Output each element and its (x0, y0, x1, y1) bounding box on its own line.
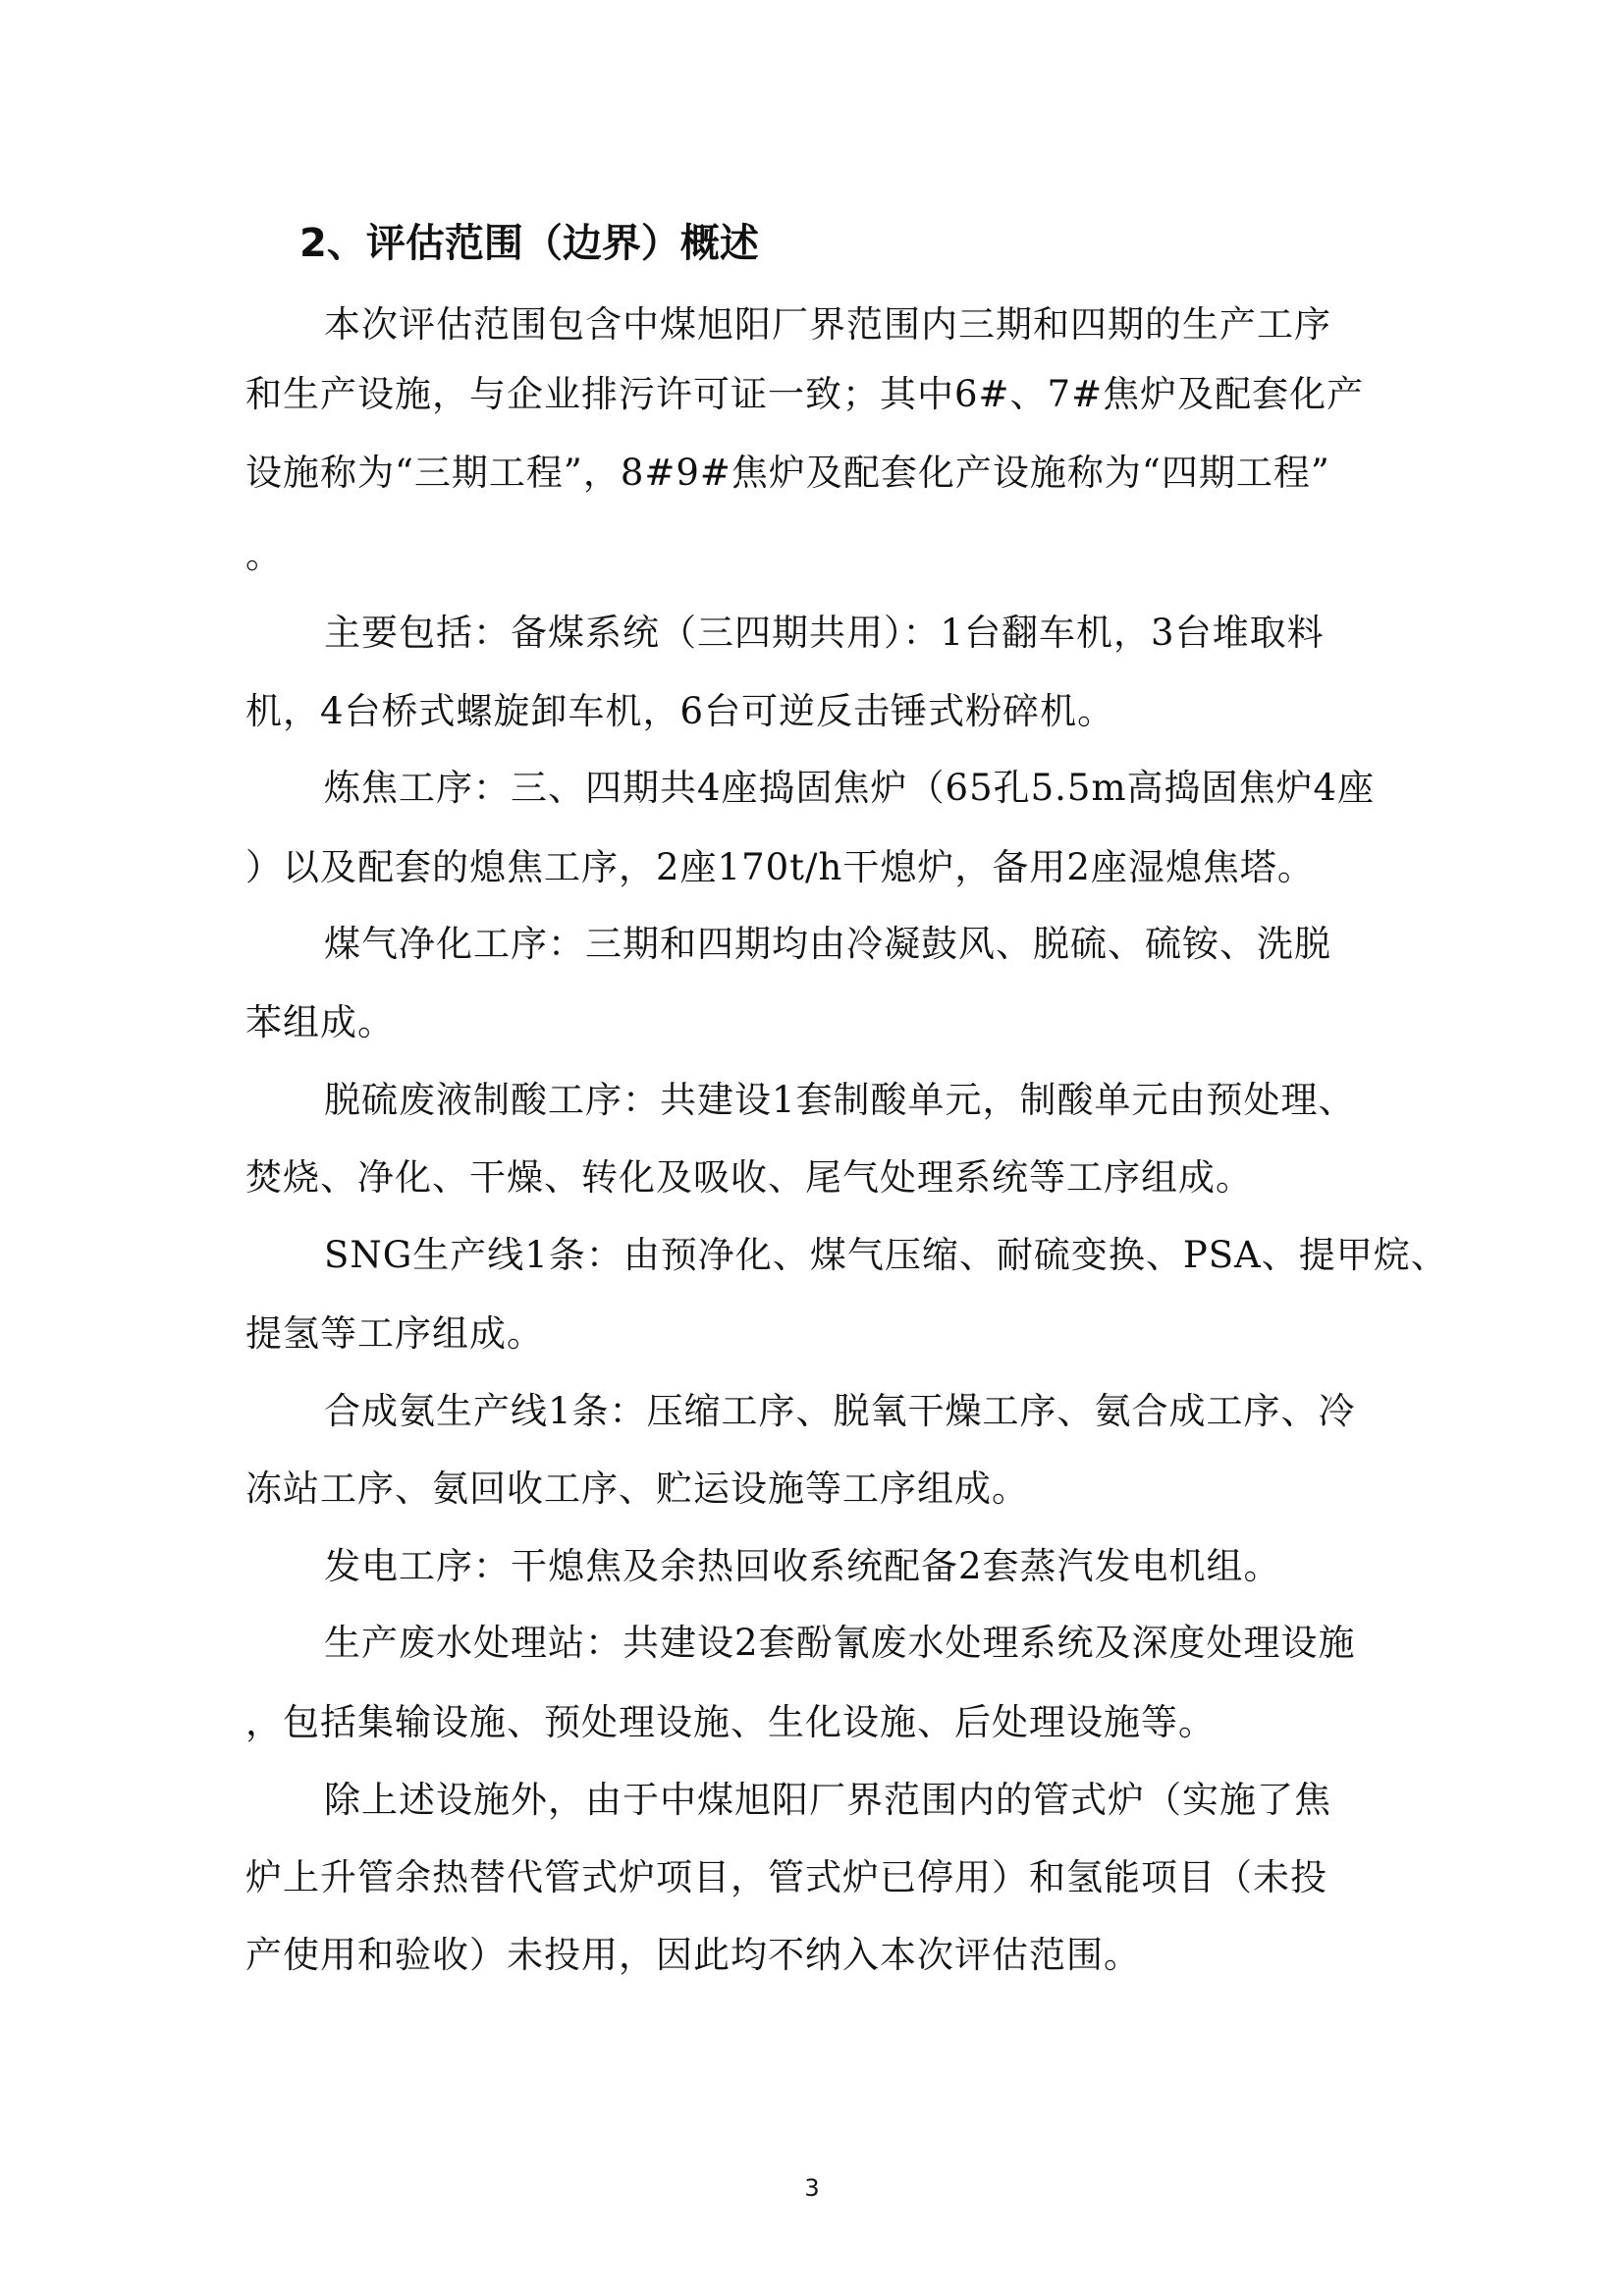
ammonia-line-line-1: 合成氨生产线1条：压缩工序、脱氧干燥工序、氨合成工序、冷 (324, 1390, 1356, 1432)
scope-intro-line-2: 和生产设施，与企业排污许可证一致；其中6#、7#焦炉及配套化产 (245, 373, 1365, 415)
gas-purification-line-2: 苯组成。 (245, 1001, 395, 1043)
section-heading: 2、评估范围（边界）概述 (299, 221, 759, 266)
scope-intro-line-1: 本次评估范围包含中煤旭阳厂界范围内三期和四期的生产工序 (324, 303, 1331, 346)
exclusions-line-3: 产使用和验收）未投用，因此均不纳入本次评估范围。 (245, 1934, 1141, 1976)
ammonia-line-line-2: 冻站工序、氨回收工序、贮运设施等工序组成。 (245, 1468, 1029, 1510)
gas-purification-line-1: 煤气净化工序：三期和四期均由冷凝鼓风、脱硫、硫铵、洗脱 (324, 923, 1331, 965)
wastewater-station-line-2: ，包括集输设施、预处理设施、生化设施、后处理设施等。 (245, 1701, 1216, 1743)
coal-preparation-line-1: 主要包括：备煤系统（三四期共用）：1台翻车机，3台堆取料 (324, 612, 1325, 654)
coking-line-1: 炼焦工序：三、四期共4座捣固焦炉（65孔5.5m高捣固焦炉4座 (324, 767, 1376, 809)
acid-production-line-2: 焚烧、净化、干燥、转化及吸收、尾气处理系统等工序组成。 (245, 1156, 1253, 1199)
page-number: 3 (804, 2174, 820, 2202)
sng-line-line-1: SNG生产线1条：由预净化、煤气压缩、耐硫变换、PSA、提甲烷、 (324, 1234, 1448, 1276)
wastewater-station-line-1: 生产废水处理站：共建设2套酚氰废水处理系统及深度处理设施 (324, 1622, 1356, 1664)
scope-intro-line-3: 设施称为“三期工程”，8#9#焦炉及配套化产设施称为“四期工程” (245, 452, 1330, 494)
scope-intro-line-4: 。 (245, 534, 283, 576)
power-generation-line-1: 发电工序：干熄焦及余热回收系统配备2套蒸汽发电机组。 (324, 1545, 1281, 1587)
sng-line-line-2: 提氢等工序组成。 (245, 1312, 544, 1355)
exclusions-line-1: 除上述设施外，由于中煤旭阳厂界范围内的管式炉（实施了焦 (324, 1779, 1331, 1821)
coal-preparation-line-2: 机，4台桥式螺旋卸车机，6台可逆反击锤式粉碎机。 (245, 690, 1115, 732)
coking-line-2: ）以及配套的熄焦工序，2座170t/h干熄炉，备用2座湿熄焦塔。 (245, 846, 1315, 888)
exclusions-line-2: 炉上升管余热替代管式炉项目，管式炉已停用）和氢能项目（未投 (245, 1856, 1327, 1898)
acid-production-line-1: 脱硫废液制酸工序：共建设1套制酸单元，制酸单元由预处理、 (324, 1079, 1356, 1121)
